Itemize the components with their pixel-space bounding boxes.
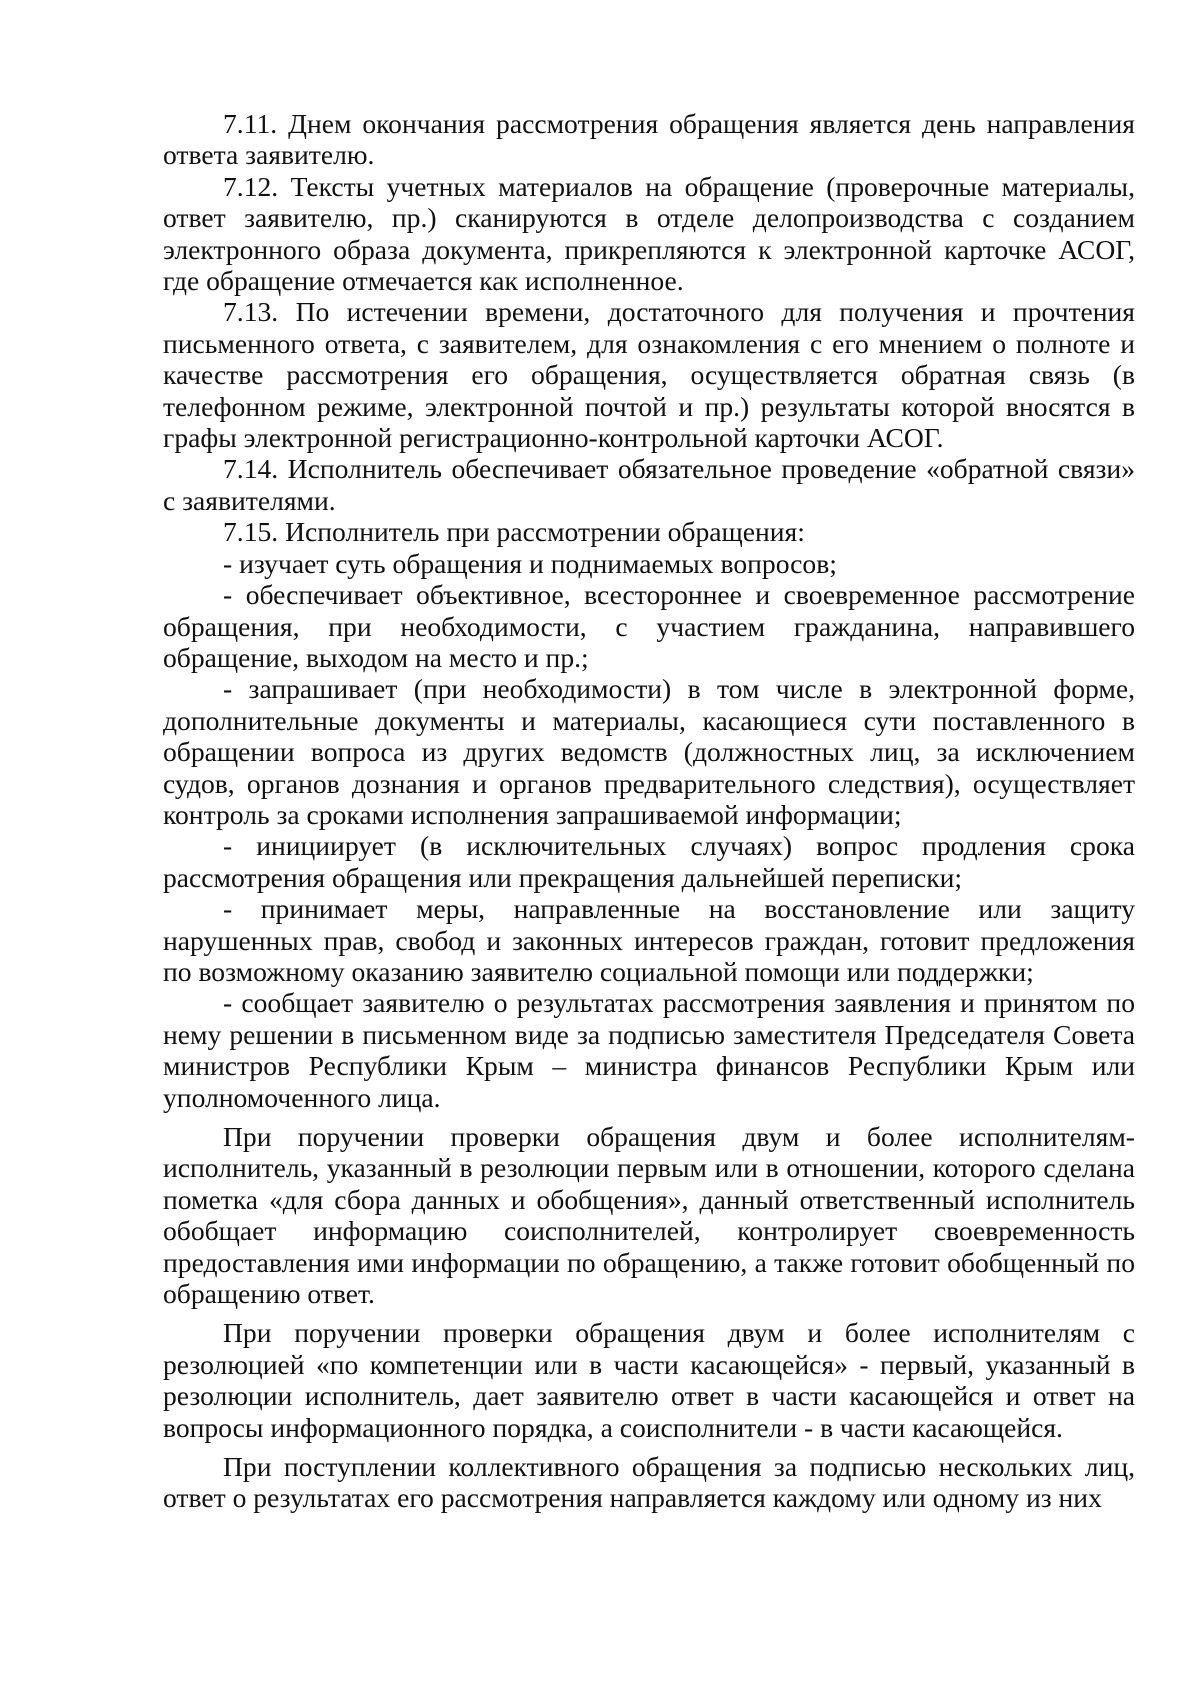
document-page	[163, 108, 1135, 1514]
paragraph-collective-appeal: При поступлении коллективного обращения за подписью нескольких лиц, ответ о результатах его рассмотрения направляется каждому или одному из них	[163, 1451, 1135, 1514]
list-item-studies: - изучает суть обращения и поднимаемых вопросов;	[223, 547, 837, 579]
paragraph-7-13: 7.13. По истечении времени, достаточного для получения и прочтения письменного ответа, с заявителем, для ознакомления с его мнением о полноте и качестве рассмотрения его обращения, осуществляется обратная связь (в телефонном режиме, электронной почтой и пр.) результаты которой вносятся в графы электронной регистрационно-контрольной карточки АСОГ.	[163, 296, 1135, 454]
paragraph-competence-resolution: При поручении проверки обращения двум и более исполнителям с резолюцией «по компетенции или в части касающейся» - первый, указанный в резолюции исполнитель, дает заявителю ответ в части касающейся и ответ на вопросы информационного порядка, а соисполнители - в части касающейся.	[163, 1317, 1135, 1443]
paragraph-7-11: 7.11. Днем окончания рассмотрения обращения является день направления ответа заявителю.	[163, 108, 1135, 171]
list-item-takes-measures: - принимает меры, направленные на восстановление или защиту нарушенных прав, свобод и законных интересов граждан, готовит предложения по возможному оказанию заявителю социальной помощи или поддержки;	[163, 893, 1135, 987]
list-item-informs: - сообщает заявителю о результатах рассмотрения заявления и принятом по нему решении в письменном виде за подписью заместителя Председателя Совета министров Республики Крым – министра финансов Республики Крым или уполномоченного лица.	[163, 987, 1135, 1113]
paragraph-7-14: 7.14. Исполнитель обеспечивает обязательное проведение «обратной связи» с заявителями.	[163, 453, 1135, 516]
list-item-requests: - запрашивает (при необходимости) в том числе в электронной форме, дополнительные документы и материалы, касающиеся сути поставленного в обращении вопроса из других ведомств (должностных лиц, за исключением судов, органов дознания и органов предварительного следствия), осуществляет контроль за сроками исполнения запрашиваемой информации;	[163, 673, 1135, 830]
list-item-initiates: - инициирует (в исключительных случаях) вопрос продления срока рассмотрения обращения или прекращения дальнейшей переписки;	[163, 830, 1135, 893]
paragraph-multiple-executors: При поручении проверки обращения двум и более исполнителям-исполнитель, указанный в резолюции первым или в отношении, которого сделана пометка «для сбора данных и обобщения», данный ответственный исполнитель обобщает информацию соисполнителей, контролирует своевременность предоставления ими информации по обращению, а также готовит обобщенный по обращению ответ.	[163, 1121, 1135, 1310]
paragraph-7-12: 7.12. Тексты учетных материалов на обращение (проверочные материалы, ответ заявителю, пр.) сканируются в отделе делопроизводства с созданием электронного образа документа, прикрепляются к электронной карточке АСОГ, где обращение отмечается как исполненное.	[163, 170, 1135, 297]
paragraph-7-15: 7.15. Исполнитель при рассмотрении обращения:	[223, 516, 805, 548]
list-item-ensures: - обеспечивает объективное, всестороннее и своевременное рассмотрение обращения, при необходимости, с участием гражданина, направившего обращение, выходом на место и пр.;	[163, 579, 1135, 673]
